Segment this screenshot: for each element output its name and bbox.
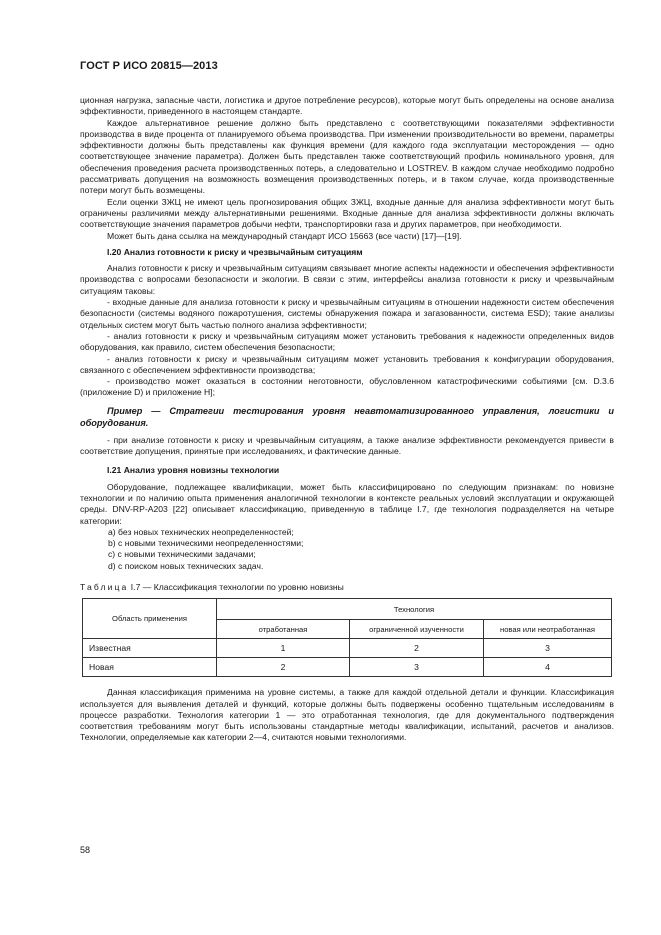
bullet-item: - при анализе готовности к риску и чрезвычайным ситуациям, а также анализе эффективности рекомендуется привести в соответствие допущения, принятые при исследованиях, и фактические данные. — [80, 434, 614, 457]
example-note: Пример — Стратегии тестирования уровня неавтоматизированного управления, логистики и оборудования. — [80, 405, 614, 428]
table-cell: 3 — [350, 658, 484, 677]
paragraph: Данная классификация применима на уровне системы, а также для каждой отдельной детали и функции. Классификация используется для выявления деталей и функций, которые должны быть подвержены особенно тщательным исследованиям в процессе разработки. Технология категории 1 — это отработанная технология, где для документального подтверждения соответствия требованиям могут быть использованы стандартные методы квалификации, испытаний, расчетов и анализов. Технологии, определяемые как категории 2—4, считаются новыми технологиями. — [80, 687, 614, 743]
table-row-label: Новая — [83, 658, 217, 677]
table-row-label: Известная — [83, 639, 217, 658]
paragraph: Каждое альтернативное решение должно быть представлено с соответствующими показателями эффективности производства в виде процента от планируемого объема производства. При изменении производительности во времени, параметры эффективности должны быть представлены как функция времени (для каждого года эксплуатации месторождения — одно соответствующее значение параметра). Должен быть представлен также соответствующий профиль номинального уровня, для обеспечения проведения расчета производственных потерь, а следовательно и LOSTREV. В каждом случае необходимо подробно рассматривать допущения на возможность возмещения производственных потерь, и в таком случае, когда производственные потери могут быть возмещены. — [80, 117, 614, 196]
section-heading-i21: I.21 Анализ уровня новизны технологии — [107, 465, 280, 476]
paragraph: Если оценки ЗЖЦ не имеют цель прогнозирования общих ЗЖЦ, входные данные для анализа эффективности могут быть ограничены различиями между альтернативными решениями. Входные данные для анализа эффективности должны включать соответствующие значения параметров добычи нефти, транспортировки газа и других параметров, при необходимости. — [80, 196, 614, 230]
table-header-area: Область применения — [83, 599, 217, 639]
table-cell: 3 — [484, 639, 612, 658]
bullet-item: - анализ готовности к риску и чрезвычайным ситуациям может установить требования к конфигурации оборудования, связанного с обеспечением эффективности производства; — [80, 353, 614, 375]
table-caption-text: I.7 — Классификация технологии по уровню новизны — [128, 581, 344, 592]
bullet-item: - производство может оказаться в состоянии неготовности, обусловленном катастрофическими событиями [см. D.3.6 (приложение D) и приложение H]; — [80, 376, 614, 398]
table-header-technology: Технология — [217, 599, 612, 620]
table-cell: 2 — [350, 639, 484, 658]
list-item: c) с новыми техническими задачами; — [108, 549, 256, 560]
classification-table — [82, 598, 612, 677]
table-cell: 2 — [217, 658, 350, 677]
paragraph: Может быть дана ссылка на международный стандарт ИСО 15663 (все части) [17]—[19]. — [107, 230, 462, 241]
section-intro: Анализ готовности к риску и чрезвычайным ситуациям связывает многие аспекты надежности и обеспечения эффективности производства с вопросами безопасности и экологии. В связи с этим, интерфейсы анализа готовности к риску и чрезвычайным ситуациям таковы: — [80, 263, 614, 296]
page-content — [80, 95, 614, 744]
list-item: d) с поиском новых технических задач. — [108, 560, 264, 571]
section-intro: Оборудование, подлежащее квалификации, может быть классифицировано по следующим признакам: по новизне технологии и по наличию опыта применения аналогичной технологии в контексте реальных условий эксплуатации и окружающей среды. DNV-RP-A203 [22] описывает классификацию, приведенную в таблице I.7, где технология подразделяется на четыре категории: — [80, 481, 614, 526]
table-column-header: ограниченной изученности — [350, 620, 484, 639]
section-heading-i20: I.20 Анализ готовности к риску и чрезвычайным ситуациям — [107, 246, 363, 257]
table-caption — [80, 582, 614, 593]
bullet-item: - входные данные для анализа готовности к риску и чрезвычайным ситуациям в отношении надежности систем обеспечения безопасности (системы водяного пожаротушения, системы обнаружения пожара и загазованности, система ESD); такие анализы отдельных систем могут быть частью полного анализа эффективности; — [80, 297, 614, 330]
table-row — [83, 639, 612, 658]
table-row — [83, 658, 612, 677]
list-item: b) с новыми техническими неопределенностями; — [108, 538, 304, 549]
table-column-header: новая или неотработанная — [484, 620, 612, 639]
page-number: 58 — [80, 845, 91, 855]
document-header: ГОСТ Р ИСО 20815—2013 — [80, 60, 218, 72]
table-cell: 4 — [484, 658, 612, 677]
table-caption-label: Таблица — [80, 581, 129, 592]
table-column-header: отработанная — [217, 620, 350, 639]
paragraph: ционная нагрузка, запасные части, логистика и другое потребление ресурсов), которые могут быть определены на основе анализа эффективности, приведенного в настоящем стандарте. — [80, 95, 614, 117]
bullet-item: - анализ готовности к риску и чрезвычайным ситуациям может установить требования к надежности определенных видов оборудования, как правило, систем обеспечения безопасности; — [80, 330, 614, 353]
list-item: a) без новых технических неопределенностей; — [108, 526, 294, 537]
table-cell: 1 — [217, 639, 350, 658]
